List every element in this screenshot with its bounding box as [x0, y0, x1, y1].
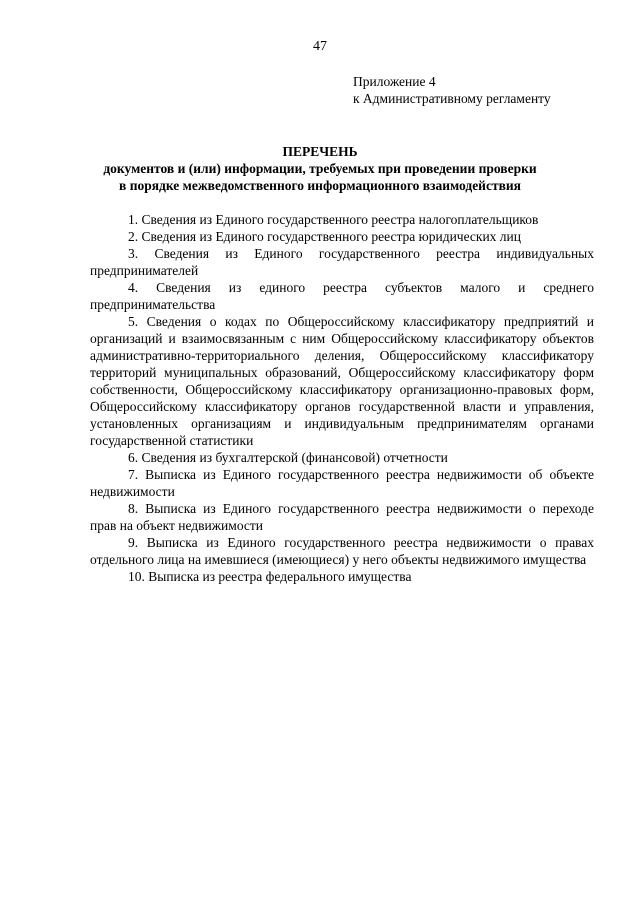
list-item: 9. Выписка из Единого государственного реестра недвижимости о правах отдельного лица на имевшиеся (имеющиеся) у него объекты недвижимого имущества — [90, 535, 594, 567]
list-item: 7. Выписка из Единого государственного реестра недвижимости об объекте недвижимости — [90, 467, 594, 499]
list-item: 4. Сведения из единого реестра субъектов малого и среднего предпринимательства — [90, 280, 594, 312]
heading-subtitle-line-2: в порядке межведомственного информационного взаимодействия — [119, 178, 521, 193]
list-item: 10. Выписка из реестра федерального имущества — [128, 569, 412, 584]
list-item: 6. Сведения из бухгалтерской (финансовой) отчетности — [128, 450, 448, 465]
list-item: 5. Сведения о кодах по Общероссийскому классификатору предприятий и организаций и взаимосвязанным с ним Общероссийскому классификатору объектов административно-территориального деления, Общероссийскому классификатору территорий муниципальных образований, Общероссийскому классификатору форм собственности, Общероссийскому классификатору организационно-правовых форм, Общероссийскому классификатору органов государственной власти и управления, установленных организациям и индивидуальным предпринимателям органами государственной статистики — [90, 314, 594, 448]
list-item: 3. Сведения из Единого государственного реестра индивидуальных предпринимателей — [90, 246, 594, 278]
list-item: 2. Сведения из Единого государственного реестра юридических лиц — [128, 229, 521, 244]
heading-subtitle-line-1: документов и (или) информации, требуемых при проведении проверки — [103, 161, 537, 176]
appendix-line-1: Приложение 4 — [353, 74, 436, 89]
list-item: 1. Сведения из Единого государственного реестра налогоплательщиков — [128, 212, 539, 227]
document-heading — [60, 143, 580, 194]
list-item: 8. Выписка из Единого государственного реестра недвижимости о переходе прав на объект недвижимости — [90, 501, 594, 533]
page-number: 47 — [313, 39, 327, 54]
documents-list — [90, 211, 594, 585]
heading-title: ПЕРЕЧЕНЬ — [282, 144, 358, 159]
appendix-line-2: к Административному регламенту — [353, 91, 551, 106]
appendix-reference — [353, 73, 551, 107]
